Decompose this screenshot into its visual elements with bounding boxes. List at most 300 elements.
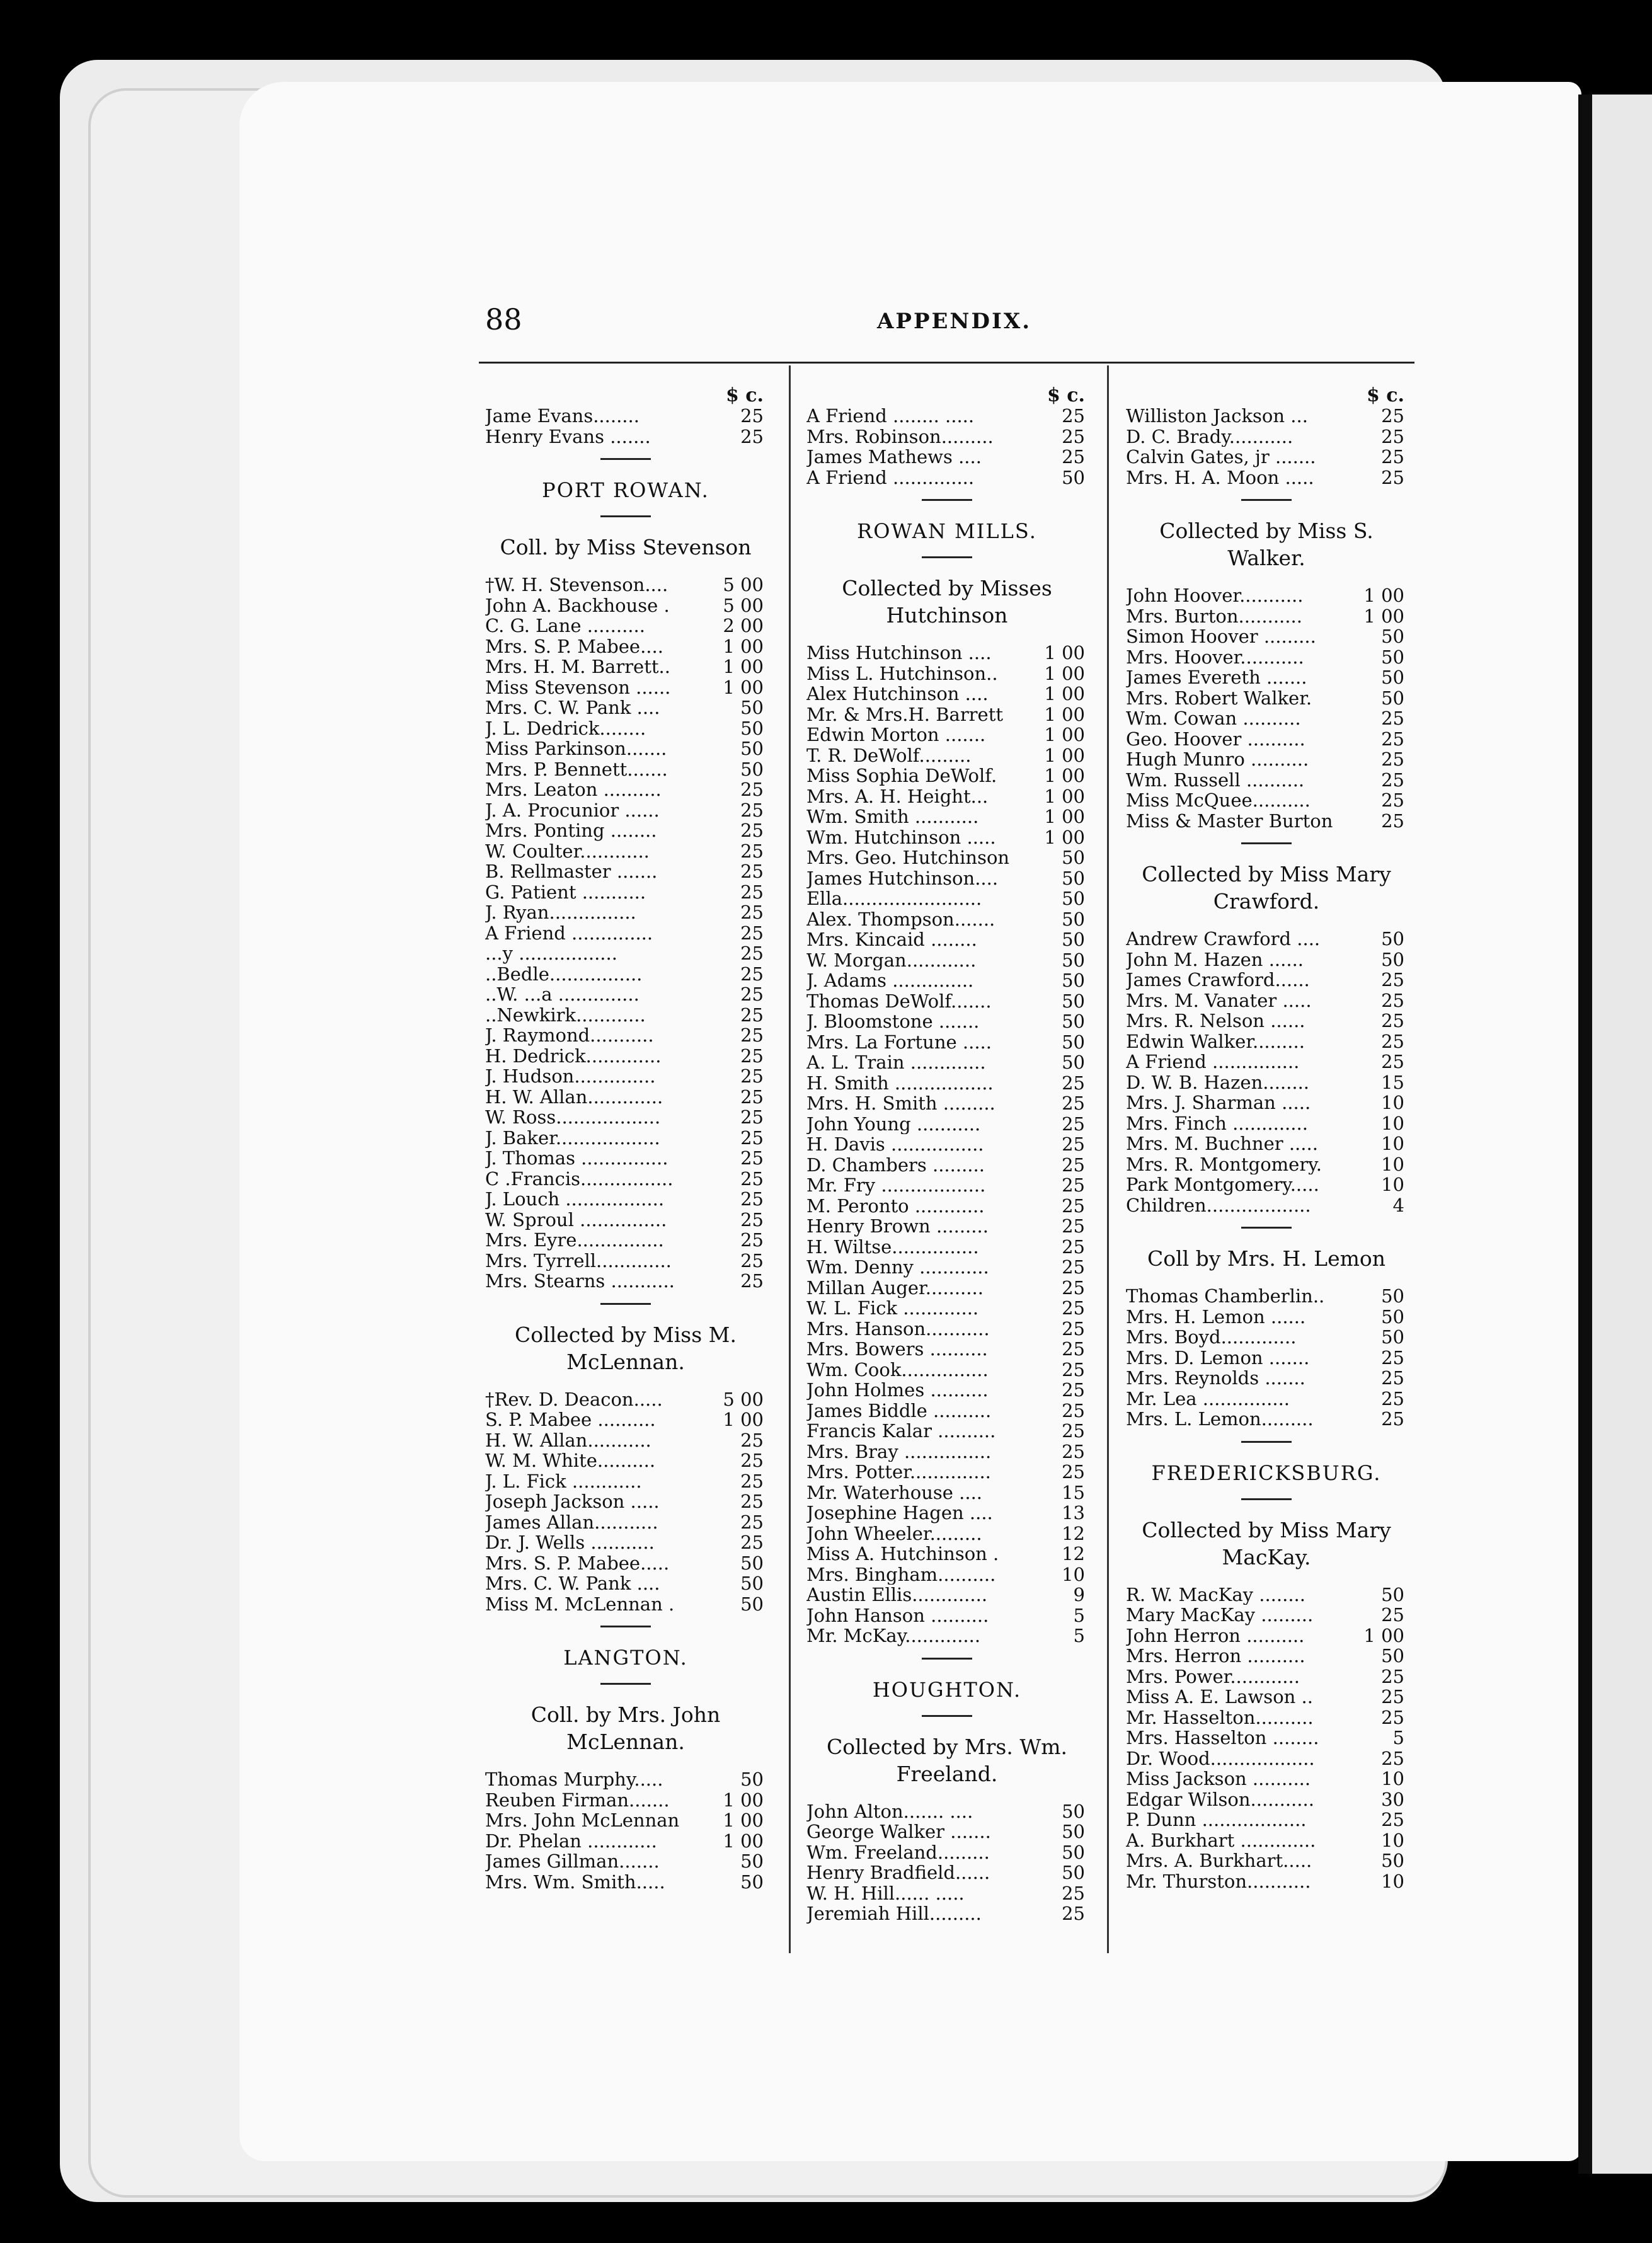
subscriber-row (1126, 929, 1407, 949)
subscriber-row (485, 923, 766, 944)
subscriber-row (806, 1339, 1087, 1360)
subscriber-name: Edwin Morton ....... (806, 725, 986, 745)
subscriber-row (485, 1271, 766, 1292)
subscriber-row (485, 1471, 766, 1492)
amount: 1 00 (1363, 605, 1404, 627)
subscriber-name: John Holmes .......... (806, 1380, 989, 1401)
amount: 25 (740, 984, 764, 1005)
collector-heading: Collected by Miss S. Walker. (1159, 519, 1374, 570)
subscriber-name: W. H. Hill...... ..... (806, 1883, 965, 1903)
amount: 50 (1062, 867, 1085, 889)
subscriber-name: J. Baker.................. (485, 1127, 660, 1148)
subscriber-name: H. W. Allan............. (485, 1086, 663, 1107)
subscriber-name: Mrs. Bray ............... (806, 1441, 992, 1462)
subscriber-name: Thomas Murphy..... (485, 1769, 663, 1790)
subscriber-name: Wm. Denny ............ (806, 1257, 989, 1278)
amount: 25 (1381, 1809, 1404, 1830)
subscriber-name: Mrs. M. Vanater ..... (1126, 990, 1312, 1011)
subscriber-name: Mrs. Robinson......... (806, 426, 994, 447)
subscriber-row (485, 697, 766, 718)
subscriber-row (806, 1032, 1087, 1053)
amount: 25 (740, 425, 764, 447)
subscriber-name: Mrs. Hoover........... (1126, 646, 1304, 667)
subscriber-name: Miss Sophia DeWolf. (806, 766, 997, 786)
subscriber-name: A Friend ............... (1126, 1052, 1300, 1072)
subscriber-name: Miss A. Hutchinson . (806, 1544, 999, 1564)
subscriber-row (806, 1626, 1087, 1646)
amount: 25 (1062, 1215, 1085, 1237)
subscriber-name: ..W. ...a .............. (485, 984, 640, 1005)
amount: 25 (740, 963, 764, 985)
subscriber-name: Andrew Crawford .... (1126, 929, 1321, 949)
subscriber-row (806, 1585, 1087, 1605)
subscriber-row (485, 738, 766, 759)
subscriber-row (1126, 1585, 1407, 1605)
subscriber-name: J. Louch ................. (485, 1189, 665, 1210)
subscriber-row (485, 1128, 766, 1149)
subscriber-name: Calvin Gates, jr ....... (1126, 447, 1316, 468)
amount: 1 00 (723, 1830, 764, 1852)
amount: 50 (1062, 466, 1085, 488)
amount: 25 (1381, 989, 1404, 1011)
amount: 1 00 (1044, 765, 1085, 786)
place-heading: LANGTON. (563, 1646, 688, 1670)
subscriber-row (806, 1380, 1087, 1401)
subscriber-row (806, 970, 1087, 991)
subscriber-row (1126, 1728, 1407, 1748)
subscriber-row (806, 1605, 1087, 1626)
header-rule (479, 362, 1414, 364)
amount: 50 (1381, 687, 1404, 709)
subscriber-row (1126, 1707, 1407, 1728)
amount: 25 (740, 861, 764, 882)
amount: 50 (740, 697, 764, 718)
subscriber-row (806, 1401, 1087, 1421)
section-rule (1241, 1498, 1292, 1500)
collector-heading: Collected by Miss Mary Crawford. (1142, 862, 1391, 914)
subscriber-row (485, 800, 766, 821)
amount: 10 (1381, 1112, 1404, 1134)
subscriber-row (1126, 1011, 1407, 1031)
subscriber-row (485, 964, 766, 985)
subscriber-name: Mrs. A. Burkhart..... (1126, 1850, 1312, 1871)
amount: 50 (1062, 1821, 1085, 1842)
subscriber-name: ..Bedle................ (485, 963, 643, 984)
amount: 25 (740, 1086, 764, 1108)
subscriber-name: Miss & Master Burton (1126, 810, 1333, 831)
subscriber-name: John M. Hazen ...... (1126, 949, 1304, 970)
amount: 1 00 (1044, 683, 1085, 704)
subscriber-row (806, 1011, 1087, 1032)
place-heading: PORT ROWAN. (542, 478, 709, 502)
subscriber-row (806, 1462, 1087, 1483)
subscriber-name: Mr. Fry .................. (806, 1175, 986, 1196)
subscriber-name: H. Dedrick............. (485, 1045, 662, 1066)
amount: 25 (1062, 1903, 1085, 1924)
subscriber-row (1126, 1666, 1407, 1687)
subscriber-name: R. W. MacKay ........ (1126, 1584, 1305, 1605)
subscriber-row (485, 1066, 766, 1087)
subscriber-name: Mrs. C. W. Pank .... (485, 1573, 660, 1594)
amount: 25 (1381, 789, 1404, 811)
amount: 50 (1062, 1841, 1085, 1863)
amount: 50 (1062, 990, 1085, 1012)
subscriber-name: Miss Parkinson....... (485, 738, 667, 759)
subscriber-name: Mrs. Reynolds ....... (1126, 1368, 1305, 1389)
subscriber-name: Mrs. Leaton .......... (485, 779, 662, 800)
subscriber-row (806, 1360, 1087, 1380)
amount: 5 (1073, 1625, 1085, 1646)
subscriber-row (806, 1073, 1087, 1094)
subscriber-name: †Rev. D. Deacon..... (485, 1389, 663, 1409)
subscriber-name: Austin Ellis............. (806, 1585, 988, 1605)
amount: 1 00 (1044, 724, 1085, 745)
amount: 50 (1062, 949, 1085, 971)
subscriber-name: Mrs. L. Lemon......... (1126, 1409, 1314, 1430)
subscriber-name: Williston Jackson ... (1126, 406, 1308, 427)
amount: 1 00 (1044, 785, 1085, 807)
subscriber-name: John Wheeler......... (806, 1523, 982, 1544)
amount: 25 (1062, 1154, 1085, 1176)
subscriber-name: John Young ........... (806, 1113, 981, 1134)
column-2 (806, 384, 1087, 1924)
subscriber-row (1126, 1830, 1407, 1851)
subscriber-name: H. W. Allan........... (485, 1430, 651, 1450)
section-rule (1241, 499, 1292, 501)
subscriber-row (1126, 749, 1407, 770)
section-rule (1241, 1441, 1292, 1443)
subscriber-name: Mr. Thurston........... (1126, 1871, 1311, 1891)
amount: 50 (740, 1871, 764, 1893)
subscriber-name: Park Montgomery..... (1126, 1174, 1319, 1195)
section-rule (1241, 1227, 1292, 1229)
subscriber-name: Edgar Wilson........... (1126, 1789, 1314, 1810)
subscriber-row (806, 1842, 1087, 1863)
subscriber-row (806, 1175, 1087, 1196)
subscriber-name: J. Thomas ............... (485, 1148, 668, 1169)
amount: 25 (1381, 810, 1404, 832)
amount: 10 (1381, 1174, 1404, 1195)
amount: 25 (1062, 1338, 1085, 1360)
subscriber-row (485, 1491, 766, 1512)
subscriber-name: James Hutchinson.... (806, 868, 999, 888)
subscriber-row (485, 1169, 766, 1190)
amount: 1 00 (723, 656, 764, 677)
subscriber-row (806, 786, 1087, 807)
subscriber-row (485, 841, 766, 862)
amount: 10 (1062, 1563, 1085, 1585)
collector-heading: Collected by Misses Hutchinson (842, 576, 1052, 628)
subscriber-row (485, 1230, 766, 1251)
amount: 25 (1381, 1387, 1404, 1409)
subscriber-row (485, 1025, 766, 1046)
subscriber-name: Mrs. H. A. Moon ..... (1126, 467, 1314, 488)
subscriber-row (1126, 647, 1407, 668)
amount: 25 (740, 1532, 764, 1553)
amount: 25 (1062, 1317, 1085, 1339)
subscriber-name: Jeremiah Hill......... (806, 1903, 982, 1924)
amount: 25 (1381, 969, 1404, 990)
subscriber-row (485, 616, 766, 636)
subscriber-row (806, 406, 1087, 427)
subscriber-row (1126, 1748, 1407, 1769)
section-rule (600, 1626, 651, 1627)
amount: 50 (1062, 970, 1085, 991)
amount: 30 (1381, 1788, 1404, 1810)
amount: 25 (1381, 425, 1404, 447)
subscriber-name: B. Rellmaster ....... (485, 861, 658, 882)
column-1 (485, 384, 766, 1892)
subscriber-row (485, 1046, 766, 1067)
subscriber-name: D. W. B. Hazen........ (1126, 1072, 1310, 1093)
subscriber-row (806, 684, 1087, 704)
subscriber-name: Millan Auger.......... (806, 1277, 984, 1298)
appendix-page (479, 296, 1424, 1947)
amount: 25 (1062, 1236, 1085, 1258)
amount: 25 (1062, 1440, 1085, 1462)
subscriber-row (485, 1769, 766, 1790)
subscriber-row (1126, 1605, 1407, 1626)
amount: 25 (740, 1065, 764, 1087)
subscriber-name: Wm. Hutchinson ..... (806, 827, 996, 847)
subscriber-name: Mrs. H. Smith ......... (806, 1093, 995, 1114)
column-3 (1126, 384, 1407, 1891)
amount: 50 (1381, 1850, 1404, 1871)
subscriber-name: Miss M. McLennan . (485, 1593, 675, 1614)
amount: 1 00 (1044, 806, 1085, 827)
subscriber-row (806, 1298, 1087, 1319)
subscriber-row (806, 725, 1087, 745)
collector-heading: Collected by Mrs. Wm. Freeland. (826, 1734, 1068, 1786)
subscriber-name: Dr. J. Wells ........... (485, 1532, 655, 1553)
amount: 15 (1062, 1481, 1085, 1503)
amount: 50 (1062, 847, 1085, 868)
amount: 25 (740, 1249, 764, 1271)
subscriber-name: Mrs. Herron .......... (1126, 1646, 1305, 1666)
subscriber-row (485, 1005, 766, 1026)
place-heading: HOUGHTON. (872, 1677, 1022, 1702)
unit-heading: $ c. (1366, 384, 1404, 406)
subscriber-name: Miss A. E. Lawson .. (1126, 1687, 1313, 1707)
amount: 25 (740, 1470, 764, 1492)
subscriber-name: J. Adams .............. (806, 970, 974, 991)
amount: 25 (740, 840, 764, 862)
subscriber-name: Mrs. A. H. Height... (806, 786, 989, 806)
subscriber-row (1126, 1154, 1407, 1175)
subscriber-name: Alex. Thompson....... (806, 909, 995, 929)
amount: 25 (1062, 1420, 1085, 1442)
subscriber-name: Mr. McKay............. (806, 1626, 981, 1646)
amount: 25 (1381, 1706, 1404, 1728)
amount: 25 (1381, 1408, 1404, 1430)
subscriber-row (1126, 1368, 1407, 1389)
unit-heading: $ c. (1047, 384, 1085, 406)
subscriber-name: A Friend ........ ..... (806, 406, 975, 427)
amount: 25 (740, 881, 764, 903)
subscriber-row (806, 704, 1087, 725)
subscriber-name: W. Ross.................. (485, 1107, 661, 1128)
subscriber-row (806, 1421, 1087, 1442)
amount: 13 (1062, 1502, 1085, 1523)
subscriber-name: Mrs. P. Bennett....... (485, 759, 668, 779)
subscriber-row (485, 759, 766, 780)
amount: 25 (740, 1024, 764, 1046)
subscriber-row (1126, 626, 1407, 647)
subscriber-row (1126, 1348, 1407, 1368)
place-heading: ROWAN MILLS. (857, 519, 1037, 543)
subscriber-row (1126, 1871, 1407, 1892)
subscriber-row (1126, 1810, 1407, 1830)
subscriber-row (806, 1483, 1087, 1503)
subscriber-name: D. C. Brady........... (1126, 426, 1293, 447)
amount: 25 (1062, 1297, 1085, 1319)
subscriber-name: Mr. Hasselton.......... (1126, 1707, 1314, 1728)
subscriber-row (485, 902, 766, 923)
amount: 25 (1062, 1195, 1085, 1217)
amount: 25 (740, 1229, 764, 1251)
subscriber-row (1126, 1646, 1407, 1666)
amount: 50 (1381, 626, 1404, 647)
subscriber-row (485, 657, 766, 677)
subscriber-row (1126, 811, 1407, 832)
amount: 50 (1381, 667, 1404, 688)
subscriber-row (1126, 585, 1407, 606)
subscriber-name: Mrs. La Fortune ..... (806, 1031, 992, 1052)
subscriber-row (806, 1821, 1087, 1842)
amount: 1 00 (723, 676, 764, 698)
amount: 25 (740, 902, 764, 923)
subscriber-name: A. L. Train ............. (806, 1052, 986, 1073)
subscriber-name: J. L. Dedrick........ (485, 718, 646, 738)
amount: 25 (1062, 1093, 1085, 1114)
amount: 25 (1381, 728, 1404, 750)
subscriber-row (1126, 468, 1407, 488)
subscriber-name: Mrs. C. W. Pank .... (485, 697, 660, 718)
subscriber-name: A. Burkhart ............. (1126, 1830, 1316, 1850)
amount: 25 (1062, 1113, 1085, 1135)
subscriber-row (806, 1052, 1087, 1073)
amount: 25 (1062, 1174, 1085, 1196)
amount: 25 (1062, 1461, 1085, 1483)
subscriber-row (806, 1278, 1087, 1299)
subscriber-name: Mrs. Eyre............... (485, 1230, 664, 1251)
column-divider (789, 365, 791, 1953)
collector-heading: Coll. by Miss Stevenson (500, 535, 752, 559)
amount: 50 (1062, 929, 1085, 950)
subscriber-name: Mr. Waterhouse .... (806, 1482, 983, 1503)
amount: 25 (1381, 749, 1404, 770)
amount: 2 00 (723, 615, 764, 636)
subscriber-name: J. L. Fick ............ (485, 1471, 642, 1491)
subscriber-name: Mrs. John McLennan (485, 1810, 680, 1831)
subscriber-name: Mrs. Stearns ........... (485, 1271, 675, 1292)
subscriber-row (485, 1148, 766, 1169)
subscriber-row (806, 766, 1087, 786)
amount: 50 (1062, 1800, 1085, 1822)
amount: 50 (1381, 646, 1404, 668)
subscriber-name: W. Sproul ............... (485, 1209, 667, 1230)
subscriber-name: Mrs. Kincaid ........ (806, 929, 977, 950)
subscriber-row (1126, 1052, 1407, 1072)
subscriber-row (806, 1093, 1087, 1114)
subscriber-row (485, 943, 766, 964)
subscriber-row (806, 1319, 1087, 1339)
subscriber-row (1126, 1789, 1407, 1810)
subscriber-name: James Biddle .......... (806, 1400, 992, 1421)
subscriber-name: W. Morgan............ (806, 949, 977, 970)
amount: 5 (1392, 1727, 1404, 1748)
amount: 50 (1062, 1862, 1085, 1883)
subscriber-row (1126, 1113, 1407, 1134)
subscriber-row (485, 820, 766, 841)
amount: 50 (1381, 1645, 1404, 1666)
subscriber-row (485, 636, 766, 657)
amount: 25 (1062, 1399, 1085, 1421)
amount: 10 (1381, 1768, 1404, 1789)
amount: 25 (740, 1147, 764, 1169)
collector-heading: Coll by Mrs. H. Lemon (1147, 1246, 1386, 1271)
amount: 50 (740, 1850, 764, 1872)
amount: 50 (740, 1552, 764, 1574)
subscriber-name: Mrs. Potter.............. (806, 1462, 991, 1483)
subscriber-row (806, 1523, 1087, 1544)
amount: 50 (740, 1573, 764, 1594)
subscriber-name: Mrs. H. M. Barrett.. (485, 657, 670, 677)
subscriber-row (1126, 729, 1407, 750)
subscriber-name: Miss Stevenson ...... (485, 677, 671, 697)
amount: 5 00 (723, 594, 764, 616)
subscriber-row (485, 1210, 766, 1230)
amount: 1 00 (1363, 1624, 1404, 1646)
subscriber-row (806, 663, 1087, 684)
collector-heading: Coll. by Mrs. John McLennan. (531, 1702, 721, 1754)
section-rule (922, 499, 972, 501)
subscriber-row (806, 1801, 1087, 1822)
amount: 25 (740, 922, 764, 944)
subscriber-row (1126, 1409, 1407, 1430)
amount: 1 00 (1044, 642, 1085, 663)
amount: 50 (740, 738, 764, 759)
subscriber-row (806, 909, 1087, 930)
subscriber-row (806, 643, 1087, 663)
subscriber-name: J. A. Procunior ...... (485, 800, 660, 820)
subscriber-name: P. Dunn .................. (1126, 1810, 1307, 1830)
subscriber-row (806, 806, 1087, 827)
subscriber-name: G. Patient ........... (485, 881, 646, 902)
amount: 1 00 (1044, 662, 1085, 684)
subscriber-row (485, 427, 766, 447)
subscriber-name: Mrs. Geo. Hutchinson (806, 847, 1010, 868)
subscriber-row (485, 595, 766, 616)
subscriber-row (1126, 970, 1407, 990)
amount: 10 (1381, 1133, 1404, 1154)
amount: 25 (1062, 1072, 1085, 1094)
subscriber-name: Geo. Hoover .......... (1126, 728, 1305, 749)
unit-heading: $ c. (725, 384, 764, 406)
subscriber-name: H. Davis ................ (806, 1134, 984, 1155)
subscriber-name: Mrs. J. Sharman ..... (1126, 1093, 1311, 1113)
amount: 10 (1381, 1153, 1404, 1175)
subscriber-row (485, 861, 766, 882)
subscriber-name: John Alton....... .... (806, 1801, 973, 1821)
subscriber-row (806, 827, 1087, 848)
amount: 25 (1062, 425, 1085, 447)
subscriber-row (485, 1087, 766, 1108)
subscriber-row (806, 1257, 1087, 1278)
subscriber-name: James Evereth ....... (1126, 667, 1307, 688)
collector-heading: Collected by Miss M. McLennan. (515, 1322, 737, 1374)
subscriber-row (485, 1851, 766, 1872)
